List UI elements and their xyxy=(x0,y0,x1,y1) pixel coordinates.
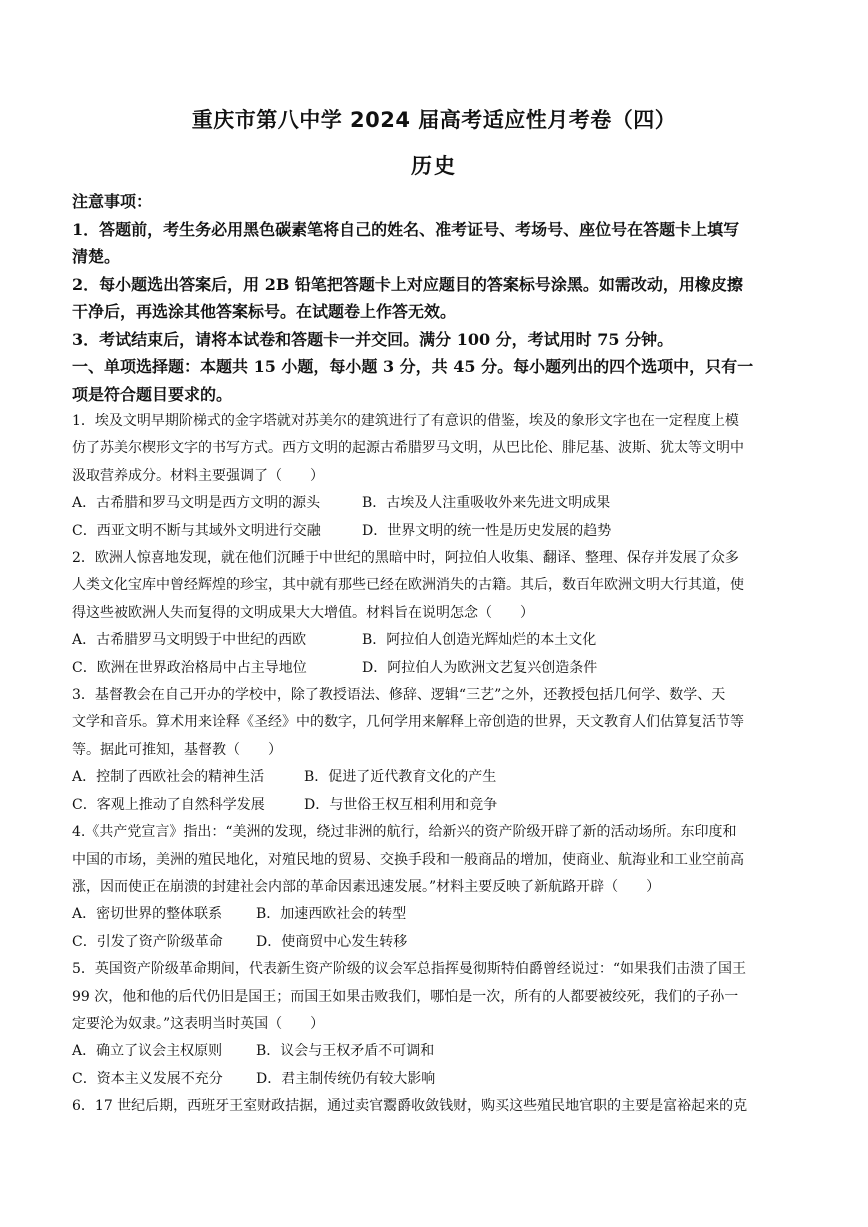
question-5-line: 99 次，他和他的后代仍旧是国王；而国王如果击败我们，哪怕是一次，所有的人都要被绞死，我们的子孙一 xyxy=(72,988,739,1005)
question-2-options-row xyxy=(72,655,800,682)
option-c[interactable]: C．引发了资产阶级革命 xyxy=(72,933,223,950)
section-heading-line: 一、单项选择题：本题共 15 小题，每小题 3 分，共 45 分。每小题列出的四个选项中，只有一 xyxy=(72,357,754,376)
note-line: 2．每小题选出答案后，用 2B 铅笔把答题卡上对应题目的答案标号涂黑。如需改动，用橡皮擦 xyxy=(72,274,743,294)
option-a[interactable]: A．古希腊罗马文明毁于中世纪的西欧 xyxy=(72,632,307,649)
question-1-line: 汲取营养成分。材料主要强调了（ ） xyxy=(72,467,324,484)
section-heading-line: 项是符合题目要求的。 xyxy=(72,384,233,404)
question-2-line: 人类文化宝库中曾经辉煌的珍宝，其中就有那些已经在欧洲消失的古籍。其后，数百年欧洲文明大行其道，使 xyxy=(72,577,744,594)
question-2-options-row xyxy=(72,627,800,654)
option-d[interactable]: D．与世俗王权互相利用和竞争 xyxy=(304,796,498,813)
option-b[interactable]: B．促进了近代教育文化的产生 xyxy=(304,769,497,786)
option-b[interactable]: B．古埃及人注重吸收外来先进文明成果 xyxy=(362,495,611,512)
option-d[interactable]: D．使商贸中心发生转移 xyxy=(256,933,408,950)
question-4-line: 涨，因而使正在崩溃的封建社会内部的革命因素迅速发展。”材料主要反映了新航路开辟（ ） xyxy=(72,878,661,895)
option-d[interactable]: D．阿拉伯人为欧洲文艺复兴创造条件 xyxy=(362,659,598,676)
note-line: 3．考试结束后，请将本试卷和答题卡一并交回。满分 100 分，考试用时 75 分钟。 xyxy=(72,329,674,349)
note-line: 干净后，再选涂其他答案标号。在试题卷上作答无效。 xyxy=(72,302,457,321)
question-1-options-row xyxy=(72,490,800,517)
question-1-line: 仿了苏美尔楔形文字的书写方式。西方文明的起源古希腊罗马文明，从巴比伦、腓尼基、波斯、犹太等文明中 xyxy=(72,440,744,457)
notes-heading: 注意事项： xyxy=(72,192,153,211)
question-5-options-row xyxy=(72,1066,800,1093)
note-line: 清楚。 xyxy=(72,247,121,266)
question-5-line: 定要沦为奴隶。”这表明当时英国（ ） xyxy=(72,1015,325,1032)
question-3-line: 3．基督教会在自己开办的学校中，除了教授语法、修辞、逻辑“三艺”之外，还教授包括几何学、数学、天 xyxy=(72,687,726,704)
option-c[interactable]: C．资本主义发展不充分 xyxy=(72,1070,223,1087)
option-a[interactable]: A．控制了西欧社会的精神生活 xyxy=(72,769,265,786)
option-d[interactable]: D．世界文明的统一性是历史发展的趋势 xyxy=(362,522,612,539)
question-3-options-row xyxy=(72,764,800,791)
question-5-line: 5．英国资产阶级革命期间，代表新生资产阶级的议会军总指挥曼彻斯特伯爵曾经说过：“如果我们击溃了国王 xyxy=(72,961,747,978)
question-2-line: 得这些被欧洲人失而复得的文明成果大大增值。材料旨在说明怎念（ ） xyxy=(72,604,534,621)
question-6-line: 6．17 世纪后期，西班牙王室财政拮据，通过卖官鬻爵收敛钱财，购买这些殖民地官职的主要是富裕起来的克 xyxy=(72,1098,748,1115)
question-4-options-row xyxy=(72,929,800,956)
exam-subject: 历史 xyxy=(411,154,457,178)
option-a[interactable]: A．古希腊和罗马文明是西方文明的源头 xyxy=(72,495,321,512)
option-b[interactable]: B．议会与王权矛盾不可调和 xyxy=(256,1043,435,1060)
note-line: 1．答题前，考生务必用黑色碳素笔将自己的姓名、准考证号、考场号、座位号在答题卡上填写 xyxy=(72,219,740,239)
question-3-options-row xyxy=(72,792,800,819)
question-1-line: 1．埃及文明早期阶梯式的金字塔就对苏美尔的建筑进行了有意识的借鉴，埃及的象形文字也在一定程度上模 xyxy=(72,413,739,429)
option-a[interactable]: A．确立了议会主权原则 xyxy=(72,1043,223,1060)
option-c[interactable]: C．客观上推动了自然科学发展 xyxy=(72,796,265,813)
question-3-line: 等。据此可推知，基督教（ ） xyxy=(72,741,282,758)
question-4-line: 4.《共产党宣言》指出：“美洲的发现，绕过非洲的航行，给新兴的资产阶级开辟了新的活动场所。东印度和 xyxy=(72,824,737,841)
exam-content xyxy=(72,188,800,1121)
question-4-line: 中国的市场，美洲的殖民地化，对殖民地的贸易、交换手段和一般商品的增加，使商业、航海业和工业空前高 xyxy=(72,851,744,868)
question-4-options-row xyxy=(72,901,800,928)
option-c[interactable]: C．欧洲在世界政治格局中占主导地位 xyxy=(72,659,307,676)
option-b[interactable]: B．加速西欧社会的转型 xyxy=(256,906,407,923)
option-b[interactable]: B．阿拉伯人创造光辉灿烂的本土文化 xyxy=(362,632,597,649)
exam-title: 重庆市第八中学 2024 届高考适应性月考卷（四） xyxy=(191,108,677,132)
option-d[interactable]: D．君主制传统仍有较大影响 xyxy=(256,1070,436,1087)
question-3-line: 文学和音乐。算术用来诠释《圣经》中的数字，几何学用来解释上帝创造的世界，天文教育人们估算复活节等 xyxy=(72,714,744,731)
question-1-options-row xyxy=(72,518,800,545)
question-5-options-row xyxy=(72,1038,800,1065)
question-2-line: 2．欧洲人惊喜地发现，就在他们沉睡于中世纪的黑暗中时，阿拉伯人收集、翻译、整理、保存并发展了众多 xyxy=(72,550,739,567)
option-c[interactable]: C．西亚文明不断与其域外文明进行交融 xyxy=(72,522,321,539)
option-a[interactable]: A．密切世界的整体联系 xyxy=(72,906,223,923)
